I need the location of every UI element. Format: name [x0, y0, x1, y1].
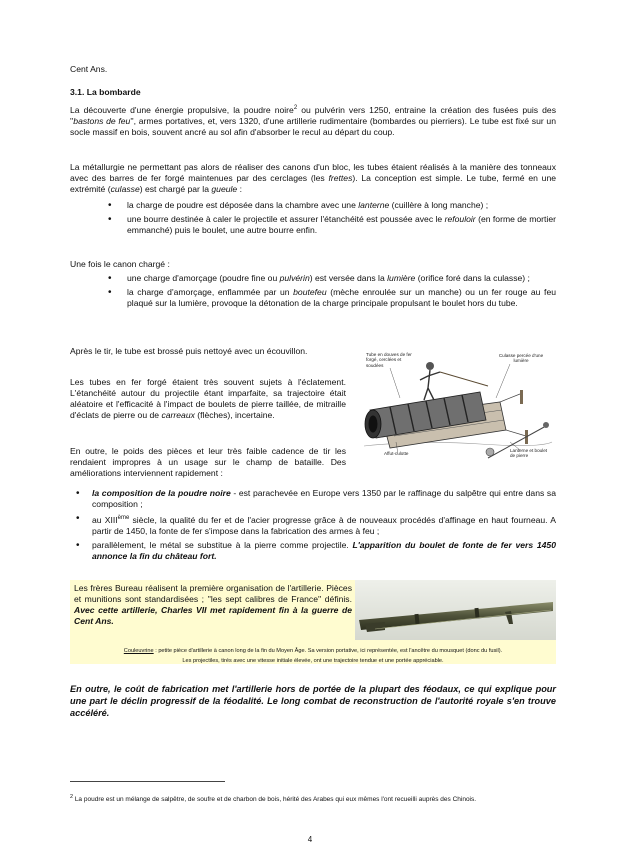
label-tube: Tube en douves de fer forgé, cerclées et soudées	[366, 352, 412, 368]
list-item: • une charge d'amorçage (poudre fine ou pulvérin) est versée dans la lumière (orifice foré dans la culasse) ;	[70, 273, 556, 284]
footnote-ref[interactable]: 2	[293, 105, 298, 111]
conclusion-paragraph: En outre, le coût de fabrication met l'artillerie hors de portée de la plupart des féodaux, ce qui explique pour une part le déclin progressif de la féodalité. Le long combat de reconstruction de l'autorité royale s'en trouve accéléré.	[70, 684, 556, 718]
section-heading: 3.1. La bombarde	[70, 87, 141, 97]
footnote: $^2$ La poudre est un mélange de salpêtre, de soufre et de charbon de bois, hérité des Arabes qui eux mêmes l'ont recueilli auprès des Chinois.	[70, 793, 477, 803]
continuation-text: Cent Ans.	[70, 64, 108, 74]
loading-list	[70, 200, 556, 239]
label-lanterne: Lanterne et boulet de pierre	[510, 448, 548, 459]
list-item: • la charge de poudre est déposée dans la chambre avec une lanterne (cuillère à long manche) ;	[70, 200, 556, 211]
intro-paragraph: La découverte d'une énergie propulsive, la poudre noire$^2$ ou pulvérin vers 1250, entraine la création des fusées puis des ''bastons de feu'', armes portatives, et, vers 1320, d'une artillerie rudimentaire (bombardes ou pierriers). Le tube est fixé sur un socle massif en bois, souvent ancré au sol afin d'absorber le recul au départ du coup.	[70, 104, 556, 138]
figure-caption-line2: Les projectiles, tirés avec une vitesse initiale élevée, ont une trajectoire tendue et une portée appréciable.	[182, 657, 444, 664]
couleuvrine-image	[355, 580, 556, 640]
list-item: • la composition de la poudre noire - est parachevée en Europe vers 1350 par le raffinage du salpêtre qui entre dans sa composition ;	[70, 488, 556, 510]
wrought-iron-paragraph: Les tubes en fer forgé étaient très souvent sujets à l'éclatement. L'étanchéité autour du projectile étant imparfaite, sa trajectoire était aléatoire et l'efficacité à l'impact de boulets de pierre taillée, de mitraille d'éclats de pierre ou de carreaux (flèches), incertaine.	[70, 377, 346, 421]
improvements-list	[70, 488, 556, 565]
list-item: • une bourre destinée à caler le projectile et assurer l'étanchéité est poussée avec le refouloir (en forme de mortier emmanché) puis le boulet, une autre bourre enfin.	[70, 214, 556, 236]
firing-list	[70, 273, 556, 312]
bureau-paragraph: Les frères Bureau réalisent la première organisation de l'artillerie. Pièces et munitions sont standardisées ; ''les sept calibres de France'' définis. Avec cette artillerie, Charles VII met rapidement fin à la guerre de Cent Ans.	[74, 583, 352, 627]
footnote-separator	[70, 781, 225, 782]
weight-paragraph: En outre, le poids des pièces et leur très faible cadence de tir les rendaient impropres à un usage sur le champ de bataille. Des améliorations interviennent rapidement :	[70, 446, 346, 479]
after-shot-paragraph: Après le tir, le tube est brossé puis nettoyé avec un écouvillon.	[70, 346, 308, 356]
figure-caption-line1: Couleuvrine : petite pièce d'artillerie à canon long de la fin du Moyen Âge. Sa version portative, ici représentée, est l'ancêtre du mousquet (donc du fusil).	[123, 647, 503, 654]
metallurgy-paragraph: La métallurgie ne permettant pas alors de réaliser des canons d'un bloc, les tubes étaient réalisés à la manière des tonneaux avec des barres de fer forgé maintenues par des cerclages (les frettes). La conception est simple. Le tube, fermé en une extrémité (culasse) est chargé par la gueule :	[70, 162, 557, 195]
page-number: 4	[307, 835, 313, 844]
label-affut: Affut-culotte	[384, 451, 409, 456]
list-item: • parallèlement, le métal se substitue à la pierre comme projectile. L'apparition du boulet de fonte de fer vers 1450 annonce la fin du château fort.	[70, 540, 556, 562]
once-loaded-text: Une fois le canon chargé :	[70, 259, 170, 269]
label-culasse: Culasse percée d'une lumière	[498, 353, 544, 364]
list-item: • au XIIIème siècle, la qualité du fer et de l'acier progresse grâce à de nouveaux procédés d'affinage en haut fourneau. A partir de 1450, la fonte de fer s'impose dans la fabrication des armes à feu ;	[70, 513, 556, 537]
list-item: • la charge d'amorçage, enflammée par un boutefeu (mèche enroulée sur un manche) ou un fer rouge au feu plaqué sur la lumière, provoque la détonation de la charge principale propulsant le boulet hors du tube.	[70, 287, 556, 309]
